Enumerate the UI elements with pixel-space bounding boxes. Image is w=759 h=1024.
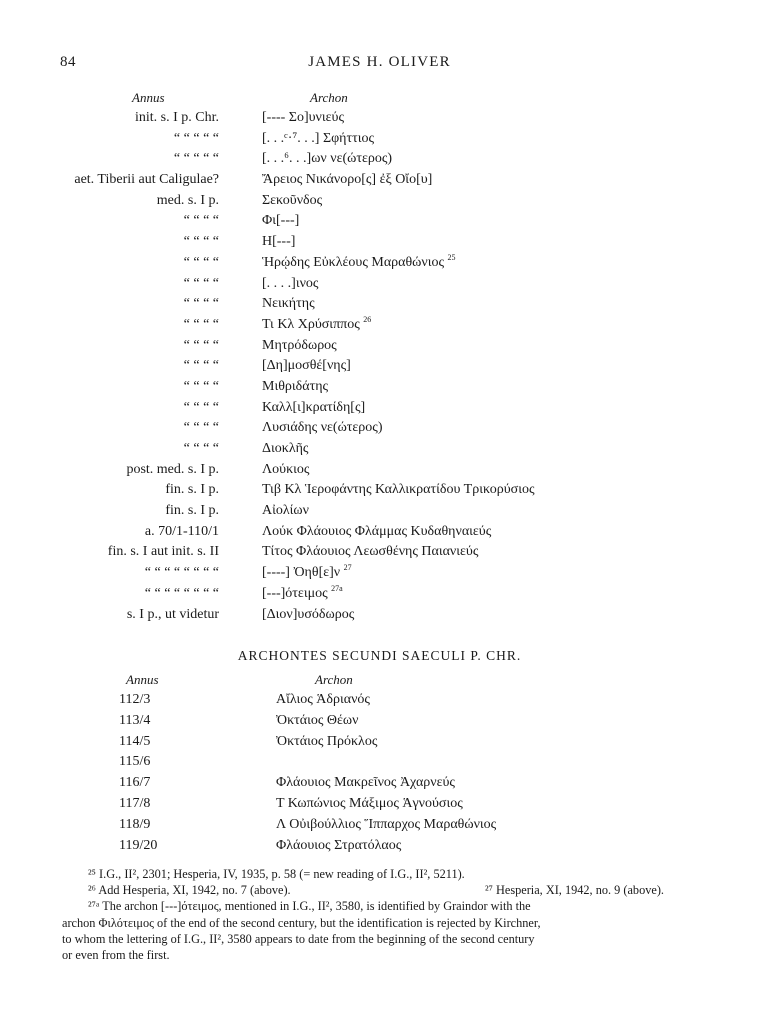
archon-name: Τι Κλ Χρύσιππος: [262, 316, 360, 332]
annus-cell: init. s. I p. Chr.: [134, 110, 219, 125]
archon-row: [0, 501, 759, 522]
archon-row: [0, 315, 759, 336]
archon-cell-2: Λ Οὐιβούλλιος Ἵππαρχος Μαραθώνιος: [276, 816, 497, 832]
archon-row-2: [0, 815, 759, 836]
footnote-27a-line3: to whom the lettering of I.G., II², 3580 appears to date from the beginning of the second century: [62, 931, 535, 946]
archon-cell: [262, 522, 491, 543]
archon-cell-2: Αἴλιος Ἁδριανός: [276, 692, 370, 707]
archon-row-2: [0, 690, 759, 711]
archon-row: [0, 584, 759, 605]
annus-cell-2: 115/6: [119, 754, 151, 770]
annus-cell: “ “ “ “ “ “ “ “: [144, 565, 219, 581]
archon-name: [----] Ὀηθ[ε]ν: [262, 565, 341, 581]
archon-name: [. . .ᶜ·⁷. . .] Σφήττιος: [262, 130, 375, 146]
footnote-27a-line4: or even from the first.: [62, 948, 170, 963]
annus-cell: med. s. I p.: [156, 192, 219, 208]
running-head-author: JAMES H. OLIVER: [308, 54, 451, 70]
archon-list-first-century: [0, 108, 759, 625]
annus-cell: “ “ “ “ “: [173, 130, 219, 146]
archon-cell: [262, 232, 295, 253]
archon-cell-2: Τ Κωπώνιος Μάξιμος Ἁγνούσιος: [276, 795, 463, 811]
archon-name: Καλλ[ι]κρατίδη[ς]: [262, 399, 366, 415]
archon-cell: [262, 211, 299, 232]
annus-cell: “ “ “ “ “ “ “ “: [144, 585, 219, 601]
column-header-archon-2: Archon: [315, 672, 353, 687]
archon-row: [0, 108, 759, 129]
archon-cell: [262, 294, 315, 315]
archon-row: [0, 563, 759, 584]
archon-name: Μητρόδωρος: [262, 337, 337, 353]
archon-name: Διοκλῆς: [262, 441, 309, 456]
archon-row: [0, 232, 759, 253]
annus-cell: “ “ “ “: [183, 275, 219, 291]
annus-cell-2: 118/9: [119, 816, 151, 832]
archon-name: Μιθριδάτης: [262, 378, 329, 394]
archon-cell: [262, 563, 352, 584]
archon-list-second-century: [0, 690, 759, 856]
annus-cell: “ “ “ “: [183, 234, 219, 250]
footnote-marker: 26: [363, 314, 372, 324]
archon-row: [0, 294, 759, 315]
archon-name: Ἡρῴδης Εὐκλέους Μαραθώνιος: [262, 254, 445, 270]
annus-cell: “ “ “ “: [183, 399, 219, 415]
archon-row: [0, 522, 759, 543]
archon-cell: [262, 129, 374, 150]
archon-cell-2: Ὀκτάιος Πρόκλος: [276, 733, 378, 749]
archon-row: [0, 542, 759, 563]
archon-row-2: [0, 773, 759, 794]
archon-cell: [262, 149, 392, 170]
annus-cell: “ “ “ “ “: [173, 151, 219, 167]
archon-row-2: [0, 836, 759, 857]
archon-name: [Δη]μοσθέ[νης]: [262, 358, 351, 374]
archon-name: Λούκιος: [262, 461, 310, 477]
archon-row: [0, 274, 759, 295]
annus-cell: “ “ “ “: [183, 378, 219, 394]
annus-cell: “ “ “ “: [183, 296, 219, 312]
annus-cell: “ “ “ “: [183, 358, 219, 374]
archon-cell: [262, 356, 351, 377]
page-number: 84: [60, 54, 76, 70]
archon-name: Λυσιάδης νε(ώτερος): [262, 420, 383, 436]
annus-cell: “ “ “ “: [183, 213, 219, 229]
archon-cell: [262, 315, 371, 336]
archon-cell-2: Φλάουιος Μακρεῖνος Ἀχαρνεύς: [276, 775, 455, 791]
annus-cell: s. I p., ut videtur: [126, 606, 219, 622]
archon-cell-2: Φλάουιος Στρατόλαος: [276, 837, 402, 853]
archon-row-2: [0, 711, 759, 732]
footnote-27: ²⁷ Hesperia, XI, 1942, no. 9 (above).: [484, 883, 664, 898]
archon-row: [0, 480, 759, 501]
annus-cell: fin. s. I p.: [165, 482, 219, 498]
footnote-marker: 25: [447, 252, 456, 262]
archon-name: Ἄρειος Νικάνορο[ς] ἐξ Οἴο[υ]: [262, 172, 433, 188]
archon-name: Αἰολίων: [262, 503, 309, 519]
archon-row: [0, 211, 759, 232]
annus-cell-2: 116/7: [119, 775, 151, 791]
archon-cell: [262, 253, 456, 274]
footnote-27a-line2: archon Φιλότειμος of the end of the second century, but the identification is rejected by Kirchner,: [62, 915, 541, 930]
archon-row-2: [0, 732, 759, 753]
archon-cell: [262, 108, 344, 129]
footnote-26-27: [62, 882, 704, 898]
archon-cell: [262, 170, 432, 191]
annus-cell-2: 112/3: [119, 692, 151, 707]
archon-row: [0, 439, 759, 460]
archon-name: Η[---]: [262, 234, 296, 250]
annus-cell: fin. s. I aut init. s. II: [107, 544, 219, 560]
archon-name: Σεκοῦνδος: [262, 192, 323, 208]
annus-cell: “ “ “ “: [183, 441, 219, 456]
archon-cell: [262, 605, 354, 626]
archon-name: Φι[---]: [262, 213, 300, 229]
archon-row-2: [0, 794, 759, 815]
archon-cell: [262, 542, 478, 563]
archon-cell: [262, 398, 365, 419]
archon-cell: [262, 418, 382, 439]
section-title: ARCHONTES SECUNDI SAECULI P. CHR.: [237, 648, 522, 663]
archon-row: [0, 398, 759, 419]
footnote-27a-line1: ²⁷ᵃ The archon [---]ότειμος, mentioned in I.G., II², 3580, is identified by Graindor with the: [88, 899, 531, 914]
annus-cell: “ “ “ “: [183, 420, 219, 436]
archon-cell: [262, 439, 308, 460]
archon-row: [0, 336, 759, 357]
archon-name: [---- Σο]υνιεύς: [262, 110, 345, 125]
archon-row: [0, 418, 759, 439]
archon-row: [0, 129, 759, 150]
column-header-annus: Annus: [132, 90, 165, 105]
archon-name: [. . . .]ινος: [262, 275, 319, 291]
archon-cell-2: Ὀκτάιος Θέων: [276, 712, 359, 728]
archon-cell: [262, 191, 322, 212]
archon-row: [0, 460, 759, 481]
footnote-25: ²⁵ I.G., II², 2301; Hesperia, IV, 1935, p. 58 (= new reading of I.G., II², 5211).: [88, 867, 465, 881]
archon-cell: [262, 480, 535, 501]
archon-row: [0, 170, 759, 191]
footnote-marker: 27a: [331, 583, 343, 593]
archon-name: Τίτος Φλάουιος Λεωσθένης Παιανιεύς: [262, 544, 479, 560]
archon-row-2: [0, 752, 759, 773]
archon-row: [0, 356, 759, 377]
annus-cell: “ “ “ “: [183, 254, 219, 270]
archon-row: [0, 605, 759, 626]
archon-cell: [262, 460, 309, 481]
footnote-26: ²⁶ Add Hesperia, XI, 1942, no. 7 (above).: [88, 883, 291, 898]
footnote-marker: 27: [343, 563, 352, 573]
archon-cell: [262, 377, 328, 398]
annus-cell: post. med. s. I p.: [126, 461, 219, 477]
archon-row: [0, 191, 759, 212]
archon-name: [. . .⁶. . .]ων νε(ώτερος): [262, 151, 393, 167]
archon-cell: [262, 584, 343, 605]
archon-cell: [262, 336, 337, 357]
archon-name: Νεικήτης: [262, 296, 315, 312]
archon-row: [0, 377, 759, 398]
archon-name: Λούκ Φλάουιος Φλάμμας Κυδαθηναιεύς: [262, 523, 492, 539]
archon-name: [Διον]υσόδωρος: [262, 606, 355, 622]
footnotes: [62, 866, 704, 963]
archon-cell: [262, 501, 309, 522]
annus-cell-2: 113/4: [119, 712, 151, 728]
annus-cell: fin. s. I p.: [165, 503, 219, 519]
annus-cell: a. 70/1-110/1: [144, 523, 219, 539]
archon-cell: [262, 274, 318, 295]
annus-cell: “ “ “ “: [183, 316, 219, 332]
annus-cell-2: 114/5: [119, 733, 151, 749]
archon-name: [---]ότειμος: [262, 585, 328, 601]
annus-cell: aet. Tiberii aut Caligulae?: [74, 172, 219, 188]
column-header-archon: Archon: [310, 90, 348, 105]
annus-cell-2: 117/8: [119, 795, 151, 811]
column-header-annus-2: Annus: [126, 672, 159, 687]
annus-cell: “ “ “ “: [183, 337, 219, 353]
archon-row: [0, 149, 759, 170]
archon-row: [0, 253, 759, 274]
annus-cell-2: 119/20: [119, 837, 158, 853]
archon-name: Τιβ Κλ Ἱεροφάντης Καλλικρατίδου Τρικορύσιος: [262, 482, 535, 498]
